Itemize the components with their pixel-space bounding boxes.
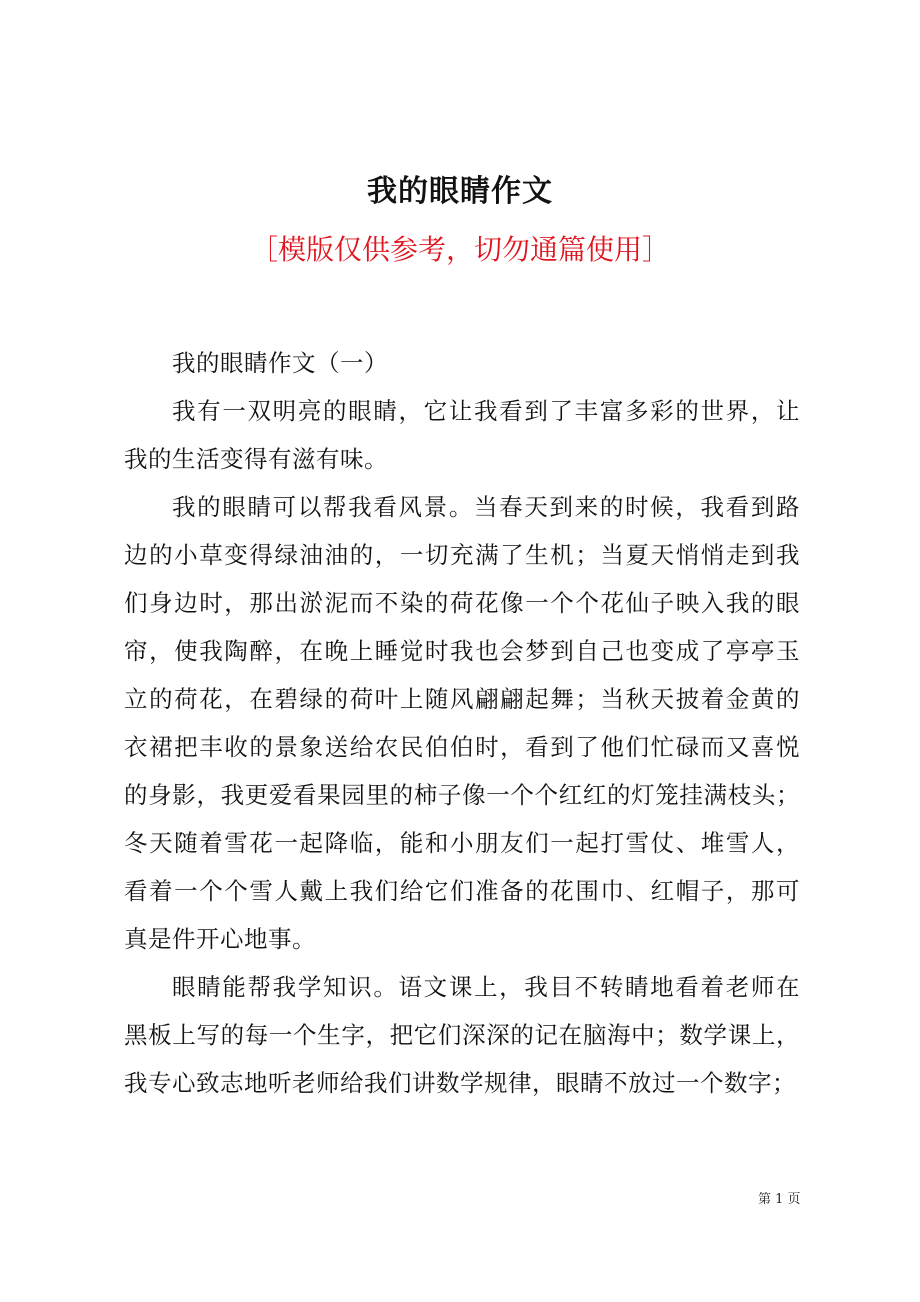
document-body [124,345,800,1113]
text-line: 我有一双明亮的眼睛，它让我看到了丰富多彩的世界，让 [172,397,800,425]
paragraph [124,969,800,1113]
paragraph [124,393,800,489]
text-line: 我专心致志地听老师给我们讲数学规律，眼睛不放过一个数字； [124,1069,796,1097]
page-number: 第 1 页 [758,1192,801,1207]
text-line: 黑板上写的每一个生字，把它们深深的记在脑海中；数学课上， [124,1021,800,1049]
text-line: 我的眼睛可以帮我看风景。当春天到来的时候，我看到路 [172,493,800,521]
text-line: 眼睛能帮我学知识。语文课上，我目不转睛地看着老师在 [172,973,800,1001]
text-line: 的身影，我更爱看果园里的柿子像一个个红红的灯笼挂满枝头； [124,781,800,809]
text-line: 我的眼睛作文（一） [172,349,388,377]
text-line: 看着一个个雪人戴上我们给它们准备的花围巾、红帽子，那可 [124,877,800,905]
text-line: 立的荷花，在碧绿的荷叶上随风翩翩起舞；当秋天披着金黄的 [124,685,800,713]
text-line: 真是件开心地事。 [124,925,316,953]
document-subtitle: ［模版仅供参考，切勿通篇使用］ [249,233,670,266]
document-title: 我的眼睛作文 [367,174,553,209]
text-line: 衣裙把丰收的景象送给农民伯伯时，看到了他们忙碌而又喜悦 [124,733,800,761]
text-line: 我的生活变得有滋有味。 [124,445,388,473]
text-line: 冬天随着雪花一起降临，能和小朋友们一起打雪仗、堆雪人， [124,829,800,857]
section-heading [124,345,800,393]
paragraph [124,489,800,969]
text-line: 边的小草变得绿油油的，一切充满了生机；当夏天悄悄走到我 [124,541,800,569]
text-line: 帘，使我陶醉，在晚上睡觉时我也会梦到自己也变成了亭亭玉 [124,637,800,665]
text-line: 们身边时，那出淤泥而不染的荷花像一个个花仙子映入我的眼 [124,589,800,617]
